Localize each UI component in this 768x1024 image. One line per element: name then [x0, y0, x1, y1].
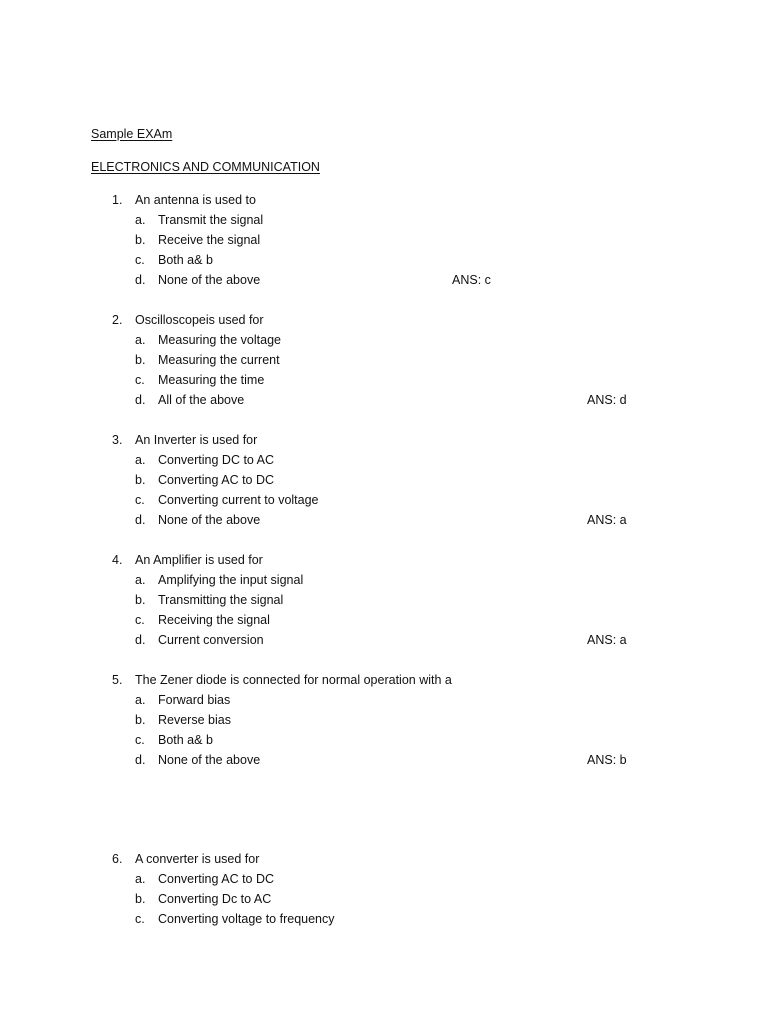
answer-label: ANS: a — [587, 633, 627, 647]
question-text: Oscilloscopeis used for — [135, 313, 264, 327]
option-letter: a. — [135, 573, 146, 587]
option-text: Transmit the signal — [158, 213, 264, 227]
option-b — [0, 350, 768, 370]
option-b — [0, 710, 768, 730]
option-d — [0, 630, 768, 650]
option-letter: a. — [135, 213, 146, 227]
option-letter: d. — [135, 273, 146, 287]
option-text: Measuring the voltage — [158, 333, 281, 347]
option-text: None of the above — [158, 273, 261, 287]
answer-label: ANS: c — [452, 273, 491, 287]
option-letter: b. — [135, 892, 146, 906]
option-b — [0, 889, 768, 909]
option-text: Converting AC to DC — [158, 872, 275, 886]
option-b — [0, 590, 768, 610]
option-letter: a. — [135, 453, 146, 467]
option-letter: c. — [135, 733, 145, 747]
question-number: 5. — [112, 673, 123, 687]
option-letter: d. — [135, 753, 146, 767]
option-letter: d. — [135, 513, 146, 527]
option-letter: c. — [135, 373, 145, 387]
option-d — [0, 510, 768, 530]
option-a — [0, 690, 768, 710]
question-text: A converter is used for — [135, 852, 260, 866]
option-a — [0, 450, 768, 470]
option-letter: a. — [135, 693, 146, 707]
option-text: Converting DC to AC — [158, 453, 275, 467]
question-number: 2. — [112, 313, 123, 327]
option-text: Transmitting the signal — [158, 593, 284, 607]
option-d — [0, 390, 768, 410]
option-letter: b. — [135, 713, 146, 727]
option-text: Receive the signal — [158, 233, 261, 247]
option-letter: d. — [135, 633, 146, 647]
option-text: Measuring the current — [158, 353, 280, 367]
option-text: None of the above — [158, 753, 261, 767]
option-c — [0, 730, 768, 750]
option-c — [0, 909, 768, 929]
option-text: Converting Dc to AC — [158, 892, 272, 906]
option-text: Reverse bias — [158, 713, 231, 727]
option-letter: c. — [135, 613, 145, 627]
sample-title: Sample EXAm — [91, 127, 173, 141]
option-a — [0, 570, 768, 590]
question-text: An Inverter is used for — [135, 433, 258, 447]
option-c — [0, 370, 768, 390]
option-b — [0, 230, 768, 250]
option-letter: a. — [135, 872, 146, 886]
answer-label: ANS: b — [587, 753, 627, 767]
option-a — [0, 330, 768, 350]
option-c — [0, 610, 768, 630]
option-a — [0, 210, 768, 230]
option-text: None of the above — [158, 513, 261, 527]
option-d — [0, 270, 768, 290]
option-letter: b. — [135, 473, 146, 487]
answer-label: ANS: a — [587, 513, 627, 527]
option-text: Current conversion — [158, 633, 264, 647]
option-letter: c. — [135, 253, 145, 267]
option-text: Forward bias — [158, 693, 231, 707]
option-text: Both a& b — [158, 733, 213, 747]
option-letter: d. — [135, 393, 146, 407]
option-text: Converting current to voltage — [158, 493, 319, 507]
option-letter: c. — [135, 912, 145, 926]
question-number: 4. — [112, 553, 123, 567]
answer-label: ANS: d — [587, 393, 627, 407]
question-text: An antenna is used to — [135, 193, 256, 207]
option-text: Receiving the signal — [158, 613, 270, 627]
option-text: All of the above — [158, 393, 245, 407]
question-number: 1. — [112, 193, 123, 207]
option-text: Converting AC to DC — [158, 473, 275, 487]
option-letter: b. — [135, 593, 146, 607]
question-text: The Zener diode is connected for normal operation with a — [135, 673, 452, 687]
option-c — [0, 250, 768, 270]
option-letter: a. — [135, 333, 146, 347]
option-c — [0, 490, 768, 510]
question-number: 6. — [112, 852, 123, 866]
option-letter: c. — [135, 493, 145, 507]
option-d — [0, 750, 768, 770]
option-text: Both a& b — [158, 253, 213, 267]
subject-title: ELECTRONICS AND COMMUNICATION — [91, 160, 320, 174]
option-letter: b. — [135, 353, 146, 367]
option-letter: b. — [135, 233, 146, 247]
option-b — [0, 470, 768, 490]
option-text: Converting voltage to frequency — [158, 912, 335, 926]
option-text: Amplifying the input signal — [158, 573, 304, 587]
question-text: An Amplifier is used for — [135, 553, 263, 567]
option-text: Measuring the time — [158, 373, 265, 387]
option-a — [0, 869, 768, 889]
question-number: 3. — [112, 433, 123, 447]
